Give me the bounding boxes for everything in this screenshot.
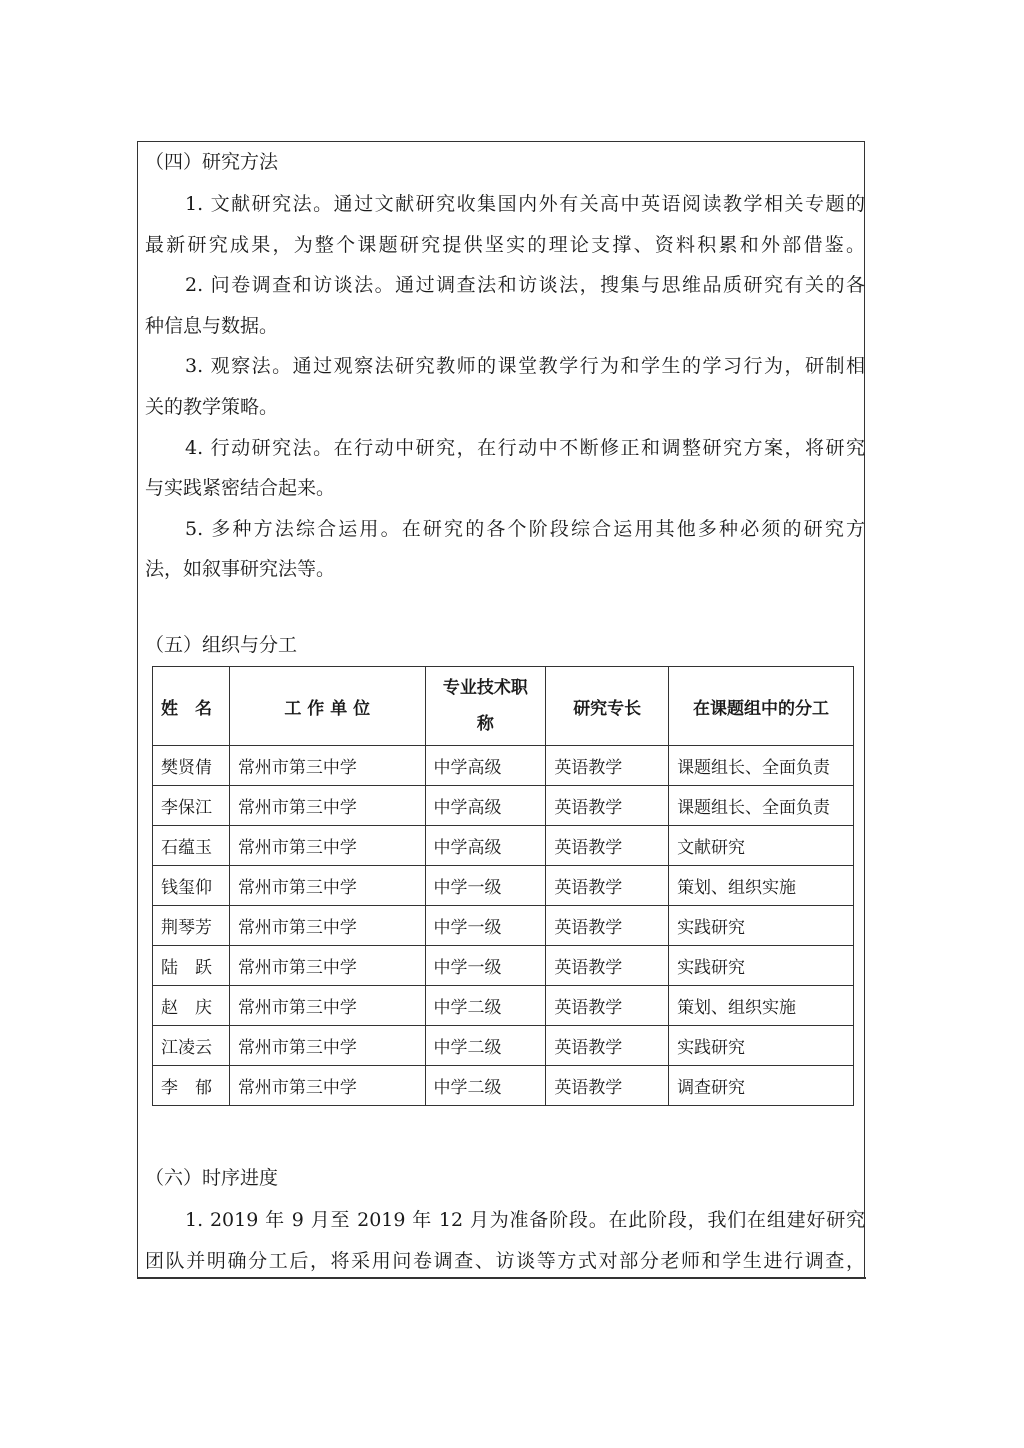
paragraph-line: 1. 文献研究法。通过文献研究收集国内外有关高中英语阅读教学相关专题的 — [185, 193, 865, 215]
paragraph-line: 1. 2019 年 9 月至 2019 年 12 月为准备阶段。在此阶段，我们在组建好研究 — [185, 1209, 865, 1231]
paragraph-line: 关的教学策略。 — [145, 396, 279, 418]
table-cell: 中学二级 — [425, 1026, 546, 1066]
table-cell: 英语教学 — [546, 1026, 669, 1066]
table-row — [153, 1066, 854, 1106]
column-header: 研究专长 — [546, 667, 669, 746]
table-cell: 策划、组织实施 — [669, 986, 854, 1026]
table-cell: 实践研究 — [669, 1026, 854, 1066]
table-row — [153, 986, 854, 1026]
column-header: 姓 名 — [153, 667, 230, 746]
paragraph-line: 种信息与数据。 — [145, 314, 279, 337]
table-cell: 课题组长、全面负责 — [669, 786, 854, 826]
table-cell: 常州市第三中学 — [229, 1066, 425, 1106]
form-frame-bottom — [137, 1277, 866, 1279]
paragraph-line: 2. 问卷调查和访谈法。通过调查法和访谈法，搜集与思维品质研究有关的各 — [185, 274, 865, 297]
table-cell: 常州市第三中学 — [229, 786, 425, 826]
table-cell: 常州市第三中学 — [229, 866, 425, 906]
table-row — [153, 906, 854, 946]
table-row — [153, 826, 854, 866]
column-header: 专业技术职称 — [425, 667, 546, 746]
paragraph-line: 3. 观察法。通过观察法研究教师的课堂教学行为和学生的学习行为，研制相 — [185, 355, 865, 378]
table-cell: 中学二级 — [425, 1066, 546, 1106]
table-row — [153, 946, 854, 986]
table-cell: 英语教学 — [546, 786, 669, 826]
section5-title: （五）组织与分工 — [145, 634, 298, 656]
table-cell: 樊贤倩 — [153, 746, 230, 786]
table-cell: 英语教学 — [546, 986, 669, 1026]
column-header: 工 作 单 位 — [229, 667, 425, 746]
paragraph-line: 法，如叙事研究法等。 — [145, 558, 336, 581]
table-cell: 中学一级 — [425, 946, 546, 986]
table-cell: 常州市第三中学 — [229, 826, 425, 866]
table-cell: 荆琴芳 — [153, 906, 230, 946]
table-cell: 常州市第三中学 — [229, 906, 425, 946]
table-cell: 常州市第三中学 — [229, 1026, 425, 1066]
table-cell: 钱玺仰 — [153, 866, 230, 906]
table-row — [153, 1026, 854, 1066]
table-cell: 李保江 — [153, 786, 230, 826]
table-cell: 中学一级 — [425, 866, 546, 906]
column-header: 在课题组中的分工 — [669, 667, 854, 746]
table-cell: 江凌云 — [153, 1026, 230, 1066]
table-cell: 陆 跃 — [153, 946, 230, 986]
table-cell: 中学高级 — [425, 786, 546, 826]
table-cell: 调查研究 — [669, 1066, 854, 1106]
section6-title: （六）时序进度 — [145, 1167, 279, 1189]
table-cell: 英语教学 — [546, 1066, 669, 1106]
paragraph-line: 4. 行动研究法。在行动中研究，在行动中不断修正和调整研究方案，将研究 — [185, 436, 865, 459]
table-cell: 中学一级 — [425, 906, 546, 946]
table-cell: 策划、组织实施 — [669, 866, 854, 906]
table-cell: 英语教学 — [546, 866, 669, 906]
table-cell: 李 郁 — [153, 1066, 230, 1106]
table-cell: 石蕴玉 — [153, 826, 230, 866]
table-cell: 英语教学 — [546, 946, 669, 986]
table-cell: 赵 庆 — [153, 986, 230, 1026]
table-cell: 中学高级 — [425, 826, 546, 866]
paragraph-line: 最新研究成果，为整个课题研究提供坚实的理论支撑、资料积累和外部借鉴。 — [145, 233, 865, 256]
table-cell: 英语教学 — [546, 746, 669, 786]
paragraph-line: 与实践紧密结合起来。 — [145, 477, 336, 500]
table-cell: 常州市第三中学 — [229, 746, 425, 786]
table-cell: 英语教学 — [546, 906, 669, 946]
table-cell: 常州市第三中学 — [229, 986, 425, 1026]
table-cell: 中学二级 — [425, 986, 546, 1026]
table-row — [153, 746, 854, 786]
paragraph-line: 团队并明确分工后，将采用问卷调查、访谈等方式对部分老师和学生进行调查， — [145, 1249, 865, 1272]
table-cell: 文献研究 — [669, 826, 854, 866]
table-cell: 常州市第三中学 — [229, 946, 425, 986]
table-cell: 课题组长、全面负责 — [669, 746, 854, 786]
paragraph-line: 5. 多种方法综合运用。在研究的各个阶段综合运用其他多种必须的研究方 — [185, 517, 865, 540]
table-cell: 中学高级 — [425, 746, 546, 786]
section4-title: （四）研究方法 — [145, 151, 279, 173]
table-row — [153, 866, 854, 906]
table-cell: 英语教学 — [546, 826, 669, 866]
table-cell: 实践研究 — [669, 906, 854, 946]
table-row — [153, 786, 854, 826]
team-table — [152, 666, 854, 1106]
table-cell: 实践研究 — [669, 946, 854, 986]
